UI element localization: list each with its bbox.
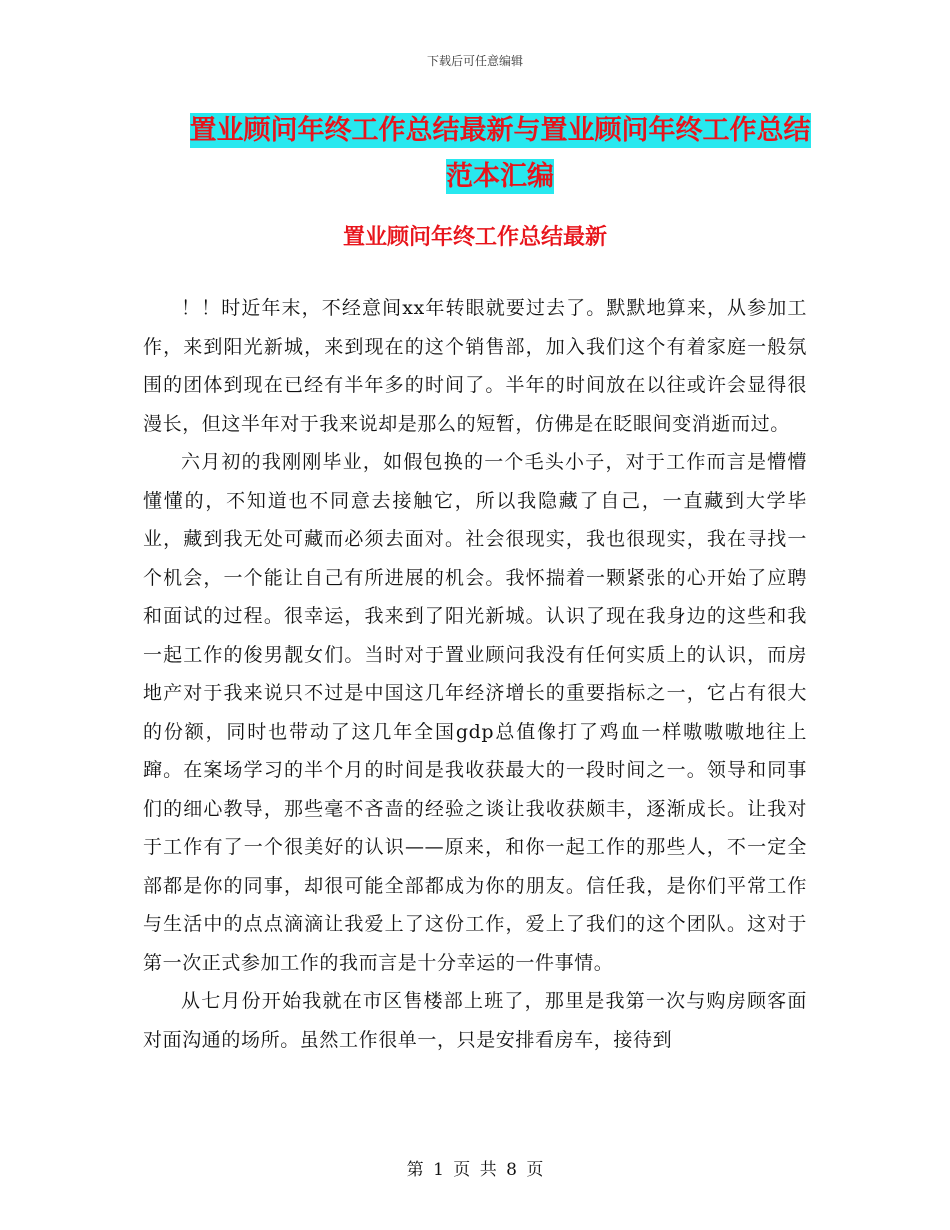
title-line-1: 置业顾问年终工作总结最新与置业顾问年终工作总结: [189, 115, 811, 146]
paragraph-1: ！！时近年末，不经意间xx年转眼就要过去了。默默地算来，从参加工作，来到阳光新城，来到现在的这个销售部，加入我们这个有着家庭一般氛围的团体到现在已经有半年多的时间了。半年的时间放在以往或许会显得很漫长，但这半年对于我来说却是那么的短暂，仿佛是在眨眼间变消逝而过。: [143, 297, 807, 435]
paragraph-2: 六月初的我刚刚毕业，如假包换的一个毛头小子，对于工作而言是懵懵懂懂的，不知道也不同意去接触它，所以我隐藏了自己，一直藏到大学毕业，藏到我无处可藏而必须去面对。社会很现实，我也很现实，我在寻找一个机会，一个能让自己有所进展的机会。我怀揣着一颗紧张的心开始了应聘和面试的过程。很幸运，我来到了阳光新城。认识了现在我身边的这些和我一起工作的俊男靓女们。当时对于置业顾问我没有任何实质上的认识，而房地产对于我来说只不过是中国这几年经济增长的重要指标之一，它占有很大的份额，同时也带动了这几年全国gdp总值像打了鸡血一样嗷嗷嗷地往上蹿。在案场学习的半个月的时间是我收获最大的一段时间之一。领导和同事们的细心教导，那些毫不吝啬的经验之谈让我收获颇丰，逐渐成长。让我对于工作有了一个很美好的认识——原来，和你一起工作的那些人，不一定全部都是你的同事，却很可能全部都成为你的朋友。信任我，是你们平常工作与生活中的点点滴滴让我爱上了这份工作，爱上了我们的这个团队。这对于第一次正式参加工作的我而言是十分幸运的一件事情。: [143, 451, 807, 974]
document-title: [140, 108, 860, 200]
page-indicator: 第 1 页 共 8 页: [406, 1160, 544, 1180]
body-text: [143, 289, 807, 1059]
header-note: 下载后可任意编辑: [426, 54, 523, 68]
paragraph-3: 从七月份开始我就在市区售楼部上班了，那里是我第一次与购房顾客面对面沟通的场所。虽然工作很单一，只是安排看房车，接待到: [143, 990, 807, 1051]
title-line-2: 范本汇编: [446, 161, 554, 192]
section-title: 置业顾问年终工作总结最新: [342, 225, 607, 250]
